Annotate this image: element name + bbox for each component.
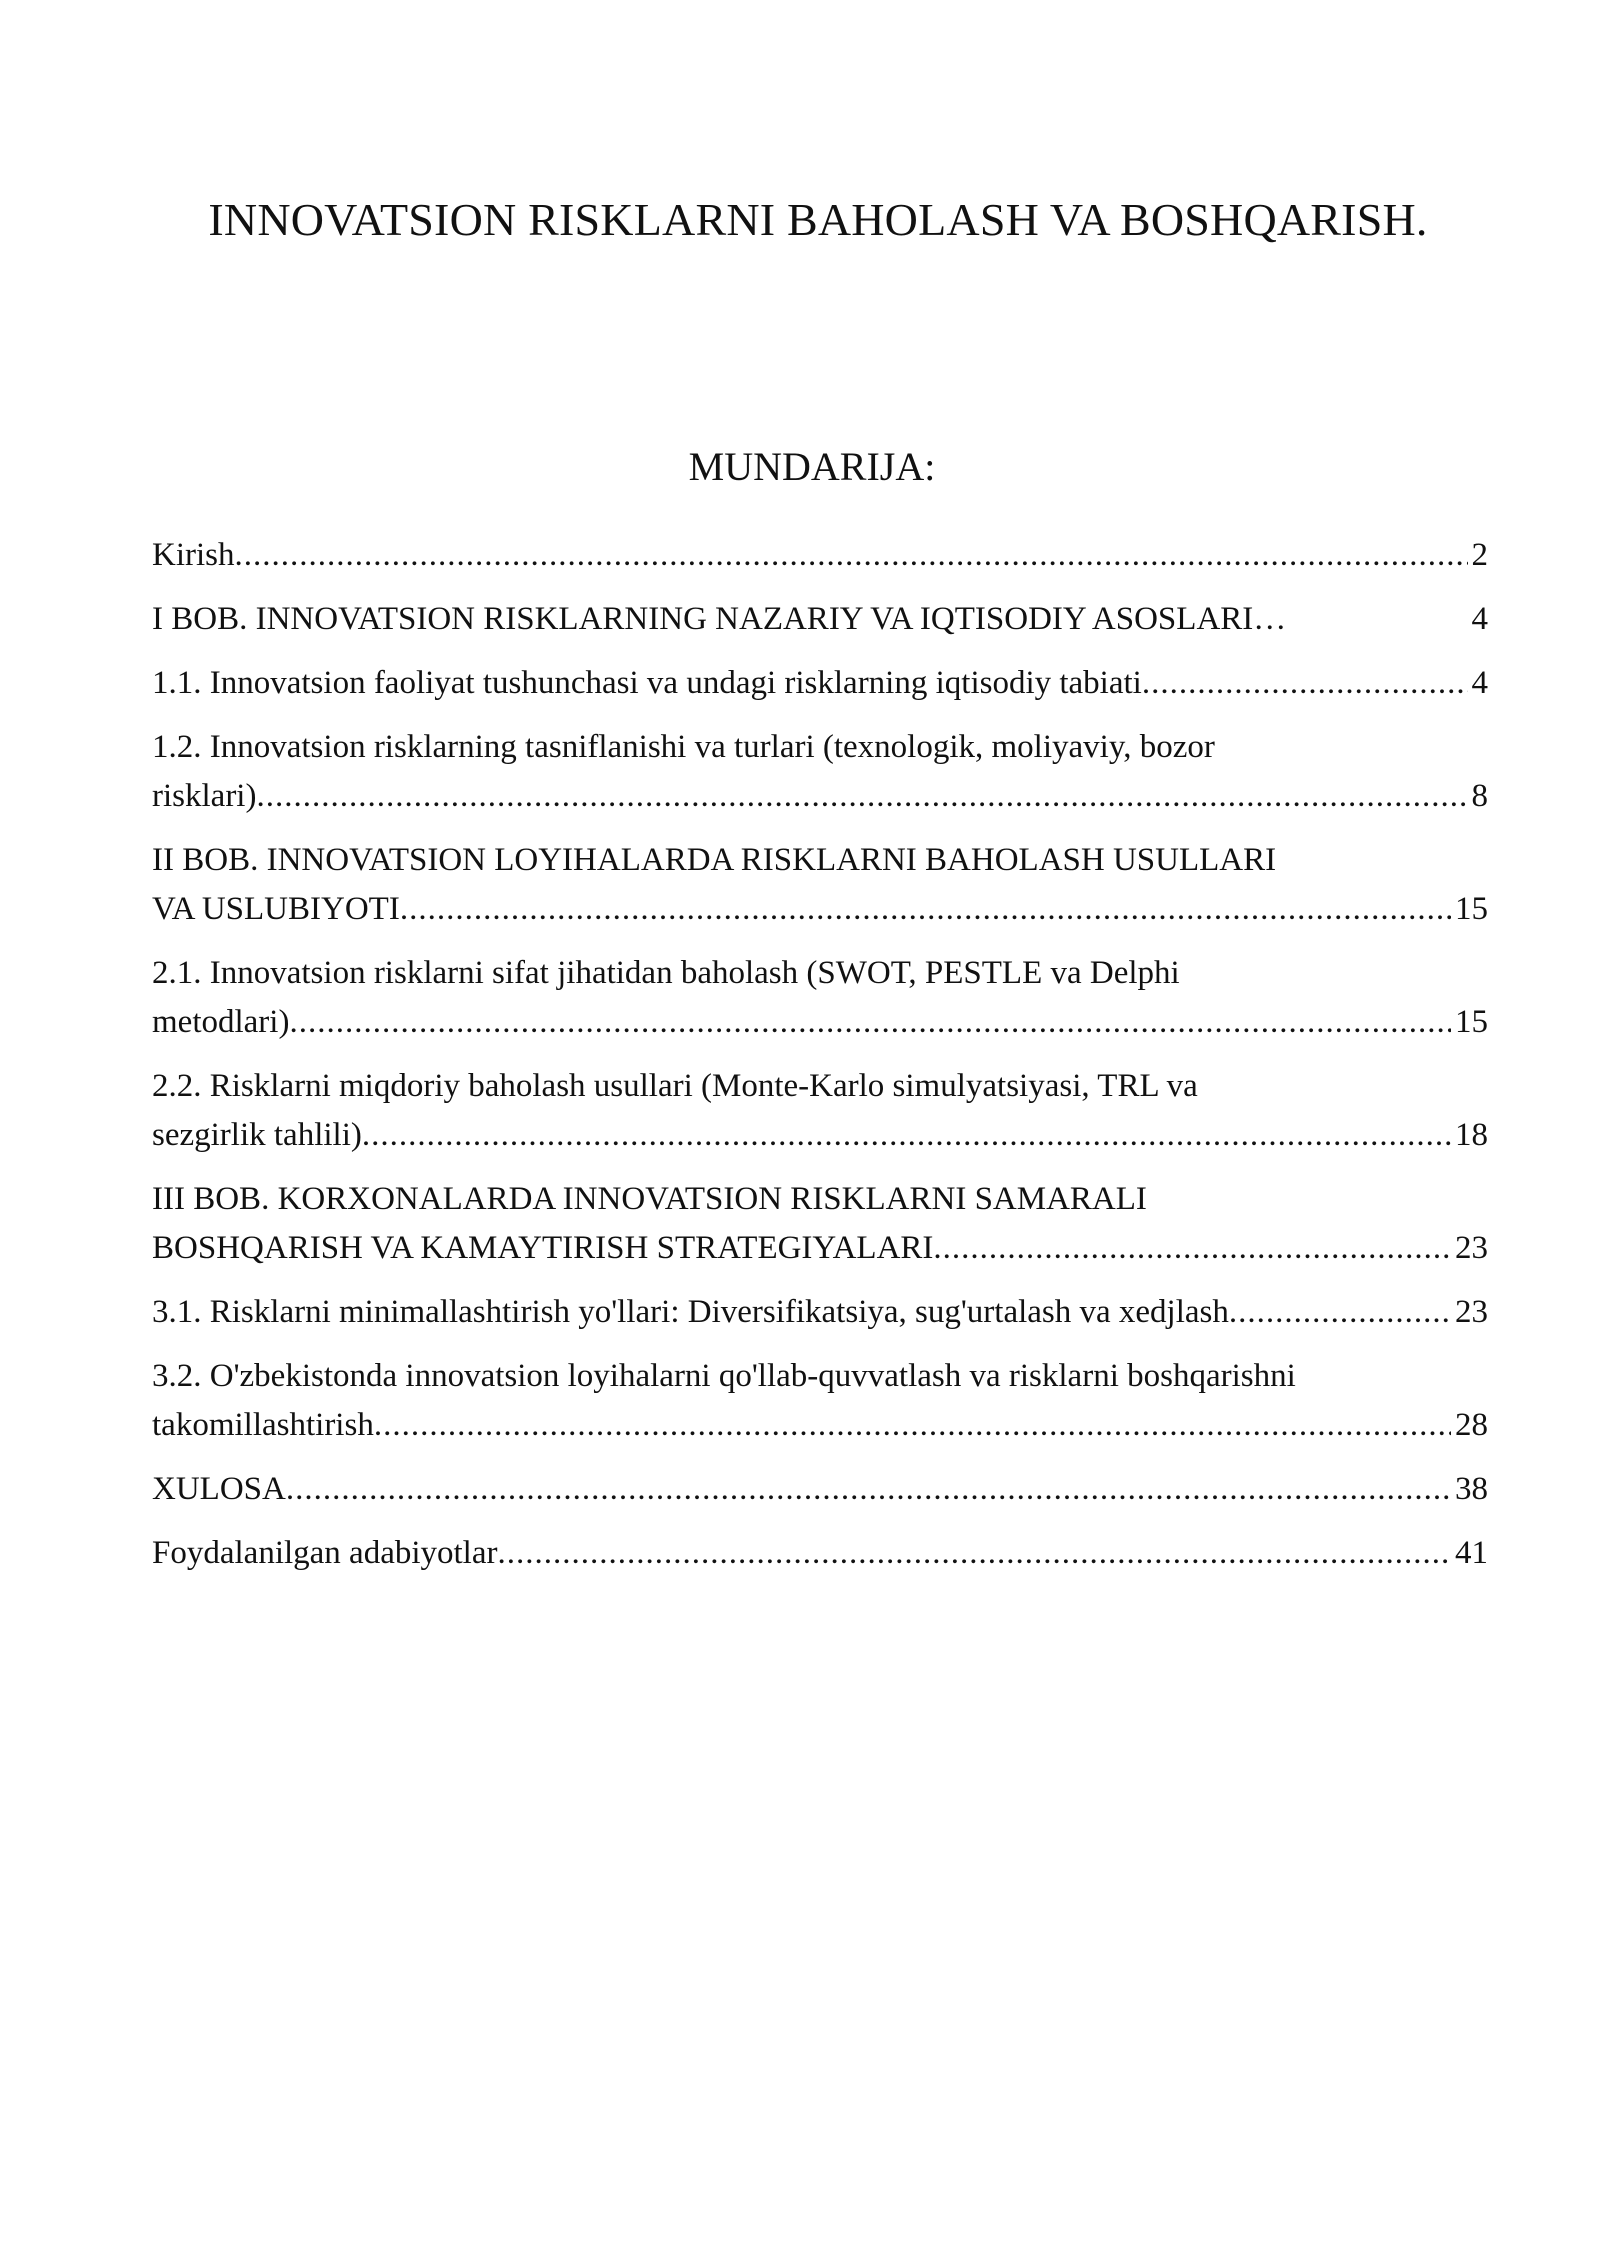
toc-leader-dots <box>1229 1288 1451 1337</box>
toc-entry-chapter-3[interactable] <box>152 1175 1488 1273</box>
toc-page-number: 41 <box>1455 1535 1488 1571</box>
toc-entry-2-1[interactable] <box>152 949 1488 1047</box>
toc-leader-dots <box>286 1465 1451 1514</box>
toc-entry-text: Foydalanilgan adabiyotlar <box>152 1535 498 1571</box>
table-of-contents <box>152 531 1488 1593</box>
toc-entry-text-line-1: II BOB. INNOVATSION LOYIHALARDA RISKLARNI BAHOLASH USULLARI <box>152 842 1277 878</box>
toc-entry-text: 3.1. Risklarni minimallashtirish yo'llari: Diversifikatsiya, sug'urtalash va xedjlash <box>152 1294 1229 1330</box>
document-title: INNOVATSION RISKLARNI BAHOLASH VA BOSHQARISH. <box>208 194 1428 245</box>
toc-entry-text: sezgirlik tahlili) <box>152 1117 362 1153</box>
toc-entry-text-line-1: 1.2. Innovatsion risklarning tasniflanishi va turlari (texnologik, moliyaviy, bozor <box>152 729 1215 765</box>
toc-entry-text: 1.1. Innovatsion faoliyat tushunchasi va undagi risklarning iqtisodiy tabiati <box>152 665 1142 701</box>
toc-entry-text: metodlari) <box>152 1004 290 1040</box>
toc-page-number: 38 <box>1455 1471 1488 1507</box>
toc-page-number: 15 <box>1455 891 1488 927</box>
toc-entry-adabiyotlar[interactable] <box>152 1529 1488 1578</box>
toc-entry-text: XULOSA <box>152 1471 286 1507</box>
toc-entry-1-1[interactable] <box>152 659 1488 708</box>
toc-entry-text: takomillashtirish <box>152 1407 374 1443</box>
toc-page-number: 28 <box>1455 1407 1488 1443</box>
toc-entry-text-line-1: 2.1. Innovatsion risklarni sifat jihatidan baholash (SWOT, PESTLE va Delphi <box>152 955 1180 991</box>
toc-entry-3-1[interactable] <box>152 1288 1488 1337</box>
toc-leader-dots <box>933 1224 1451 1273</box>
toc-page-number: 23 <box>1455 1294 1488 1330</box>
toc-leader-dots <box>498 1529 1452 1578</box>
toc-entry-text: VA USLUBIYOTI <box>152 891 400 927</box>
toc-entry-chapter-2[interactable] <box>152 836 1488 934</box>
toc-entry-xulosa[interactable] <box>152 1465 1488 1514</box>
toc-entry-text: BOSHQARISH VA KAMAYTIRISH STRATEGIYALARI <box>152 1230 934 1266</box>
toc-page-number: 23 <box>1455 1230 1488 1266</box>
toc-entry-1-2[interactable] <box>152 723 1488 821</box>
toc-entry-chapter-1[interactable] <box>152 595 1488 644</box>
toc-page-number: 2 <box>1471 537 1488 573</box>
toc-entry-text: Kirish <box>152 537 235 573</box>
toc-entry-3-2[interactable] <box>152 1352 1488 1450</box>
toc-leader-dots <box>256 772 1467 821</box>
toc-entry-text: risklari) <box>152 778 257 814</box>
toc-leader-dots <box>235 531 1468 580</box>
toc-heading: MUNDARIJA: <box>688 444 936 489</box>
toc-entry-text-line-1: III BOB. KORXONALARDA INNOVATSION RISKLARNI SAMARALI <box>152 1181 1147 1217</box>
toc-leader-dots <box>1142 659 1468 708</box>
toc-entry-text-line-1: 2.2. Risklarni miqdoriy baholash usullari (Monte-Karlo simulyatsiyasi, TRL va <box>152 1068 1198 1104</box>
toc-page-number: 15 <box>1455 1004 1488 1040</box>
toc-entry-text: I BOB. INNOVATSION RISKLARNING NAZARIY VA IQTISODIY ASOSLARI <box>152 601 1254 637</box>
toc-entry-2-2[interactable] <box>152 1062 1488 1160</box>
toc-page-number: 4 <box>1471 601 1488 637</box>
toc-leader-dots <box>362 1111 1451 1160</box>
toc-page-number: 18 <box>1455 1117 1488 1153</box>
toc-page-number: 4 <box>1471 665 1488 701</box>
toc-entry-kirish[interactable] <box>152 531 1488 580</box>
toc-leader-dots <box>1253 595 1471 644</box>
toc-leader-dots <box>289 998 1451 1047</box>
toc-leader-dots <box>400 885 1451 934</box>
toc-entry-text-line-1: 3.2. O'zbekistonda innovatsion loyihalarni qo'llab-quvvatlash va risklarni boshqarishni <box>152 1358 1296 1394</box>
toc-page-number: 8 <box>1471 778 1488 814</box>
toc-leader-dots <box>374 1401 1451 1450</box>
